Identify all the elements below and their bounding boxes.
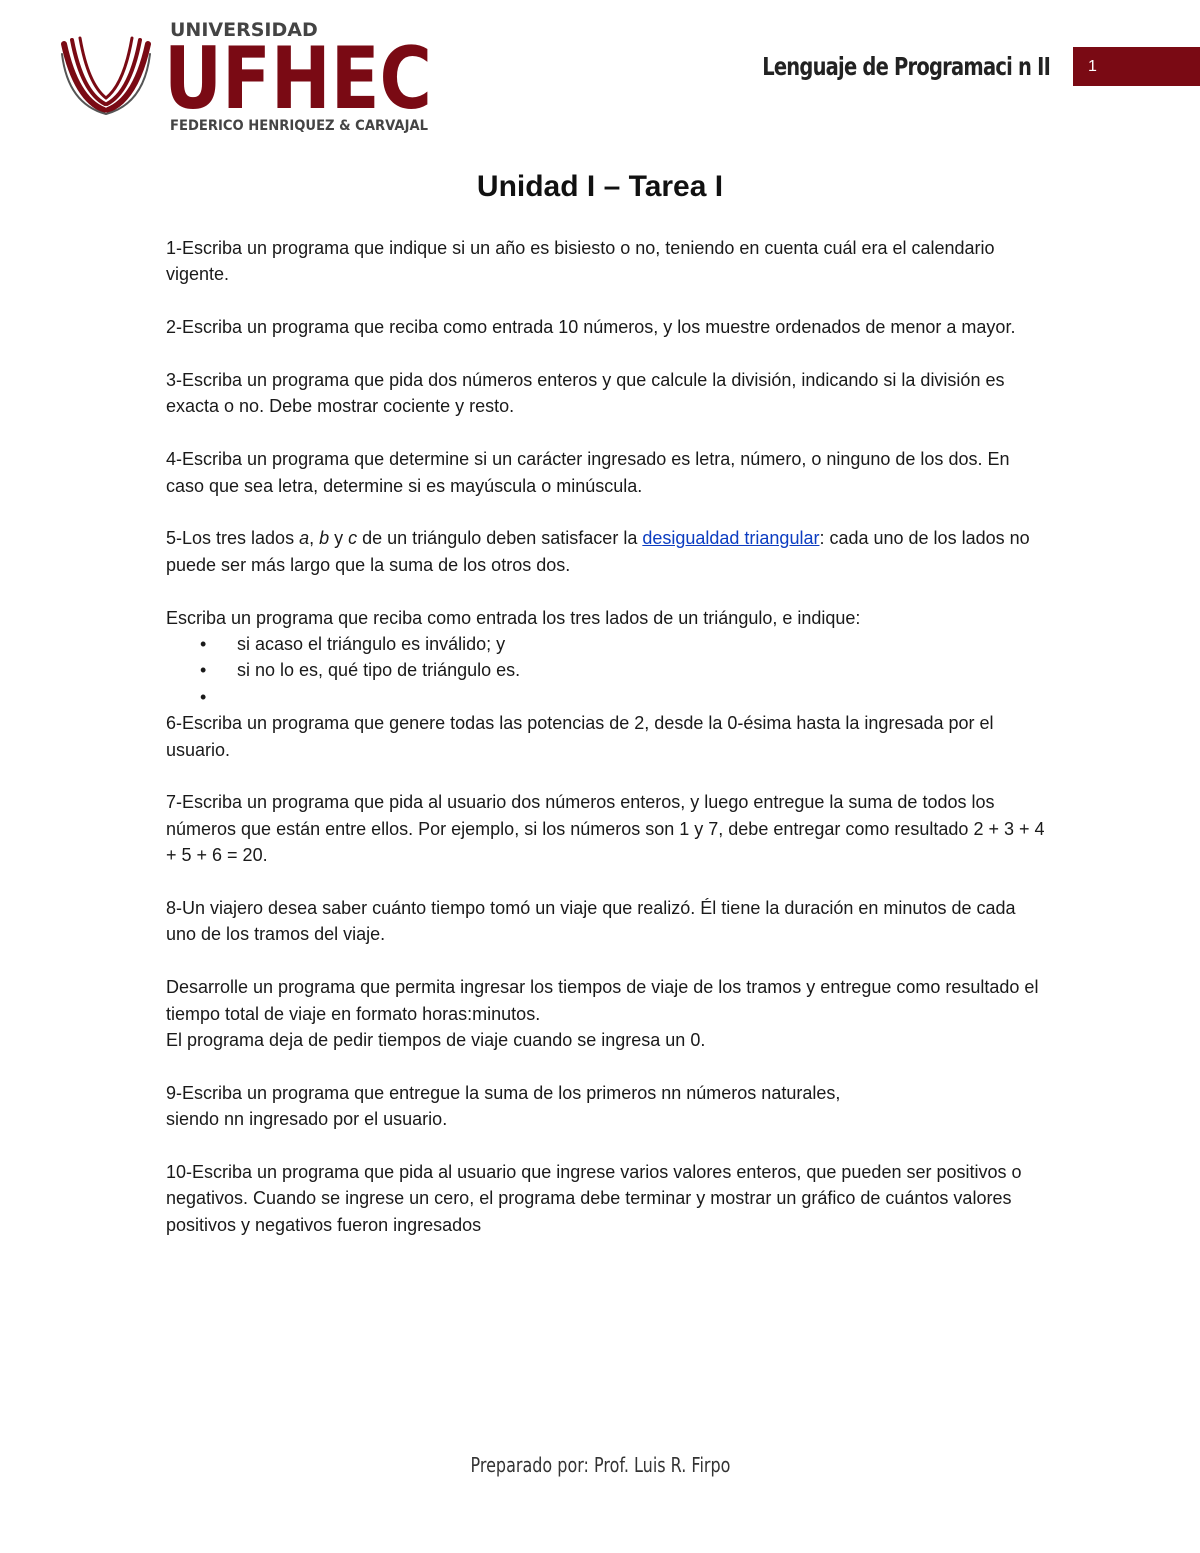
task-8-paragraph-3: El programa deja de pedir tiempos de viaje cuando se ingresa un 0.: [166, 1030, 706, 1051]
task-1: 1-Escriba un programa que indique si un año es bisiesto o no, teniendo en cuenta cuál era el calendario vigente.: [166, 238, 995, 285]
list-item: [237, 684, 1046, 710]
list-item: • si no lo es, qué tipo de triángulo es.: [237, 657, 1046, 683]
task-5-sep2: y: [329, 528, 349, 549]
task-8: 8-Un viajero desea saber cuánto tiempo tomó un viaje que realizó. Él tiene la duración en minutos de cada uno de los tramos del viaje.: [166, 898, 1016, 945]
task-7: 7-Escriba un programa que pida al usuario dos números enteros, y luego entregue la suma de todos los números que están entre ellos. Por ejemplo, si los números son 1 y 7, debe entregar como resultado 2 + 3 + 4 + 5 + 6 = 20.: [166, 792, 1045, 866]
side-a: a: [299, 528, 310, 549]
task-2: 2-Escriba un programa que reciba como entrada 10 números, y los muestre ordenados de menor a mayor.: [166, 317, 1016, 338]
footer: [0, 1453, 1200, 1477]
task-6: 6-Escriba un programa que genere todas las potencias de 2, desde la 0-ésima hasta la ingresada por el usuario.: [166, 713, 994, 760]
side-c: c: [348, 528, 358, 549]
task-4: 4-Escriba un programa que determine si un carácter ingresado es letra, número, o ninguno de los dos. En caso que sea letra, determine si es mayúscula o minúscula.: [166, 449, 1010, 496]
task-5-suffix: : cada uno de los lados no puede ser más largo que la suma de los otros dos.: [166, 528, 1030, 575]
ufhec-logo: [56, 14, 436, 138]
logo-name-text: UFHEC: [164, 29, 432, 129]
task-5-bullets: [166, 631, 1046, 710]
logo-univ-text: UNIVERSIDAD: [170, 19, 318, 41]
task-8-paragraph-2: Desarrolle un programa que permita ingresar los tiempos de viaje de los tramos y entregue como resultado el tiempo total de viaje en formato horas:minutos.: [166, 977, 1039, 1024]
task-5-prefix: 5-Los tres lados: [166, 528, 300, 549]
task-5-mid: de un triángulo deben satisfacer la: [357, 528, 643, 549]
task-9-line-1: 9-Escriba un programa que entregue la suma de los primeros nn números naturales,: [166, 1082, 841, 1103]
document-title: Unidad I – Tarea I: [476, 170, 724, 203]
task-5-intro: Escriba un programa que reciba como entrada los tres lados de un triángulo, e indique:: [166, 607, 861, 628]
task-10: 10-Escriba un programa que pida al usuario que ingrese varios valores enteros, que pueden ser positivos o negativos. Cuando se ingrese un cero, el programa debe terminar y mostrar un gráfico de cuántos valores positivos y negativos fueron ingresados: [166, 1162, 1022, 1235]
logo-subtitle-text: FEDERICO HENRIQUEZ & CARVAJAL: [170, 118, 428, 134]
triangle-inequality-link[interactable]: desigualdad triangular: [642, 528, 820, 549]
task-5: [166, 525, 1046, 578]
side-b: b: [319, 528, 330, 549]
page-number-badge: [1073, 47, 1200, 86]
document-body: [166, 235, 1046, 1265]
footer-text: Preparado por: Prof. Luis R. Firpo: [470, 1453, 730, 1477]
logo-emblem-icon: [62, 38, 150, 114]
task-5-sep1: ,: [309, 528, 320, 549]
task-9: [166, 1080, 1046, 1133]
task-9-line-2: siendo nn ingresado por el usuario.: [166, 1109, 448, 1130]
course-title: Lenguaje de Programaci n II: [762, 52, 1050, 81]
page-number: 1: [1088, 58, 1097, 75]
task-3: 3-Escriba un programa que pida dos números enteros y que calcule la división, indicando si la división es exacta o no. Debe mostrar cociente y resto.: [166, 370, 1005, 417]
list-item: • si acaso el triángulo es inválido; y: [237, 631, 1046, 657]
